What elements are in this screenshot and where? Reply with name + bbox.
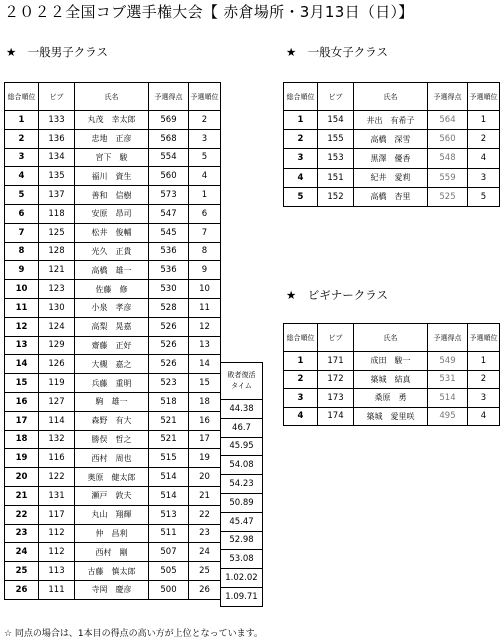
bib-cell: 129	[39, 336, 75, 355]
name-cell: 築城 結真	[354, 370, 428, 389]
bib-cell: 117	[39, 505, 75, 524]
qual-score-cell: 554	[149, 148, 189, 167]
qual-score-cell: 500	[149, 580, 189, 599]
qual-rank-cell: 11	[189, 298, 221, 317]
bib-cell: 130	[39, 298, 75, 317]
name-cell: 福川 資生	[75, 167, 149, 186]
name-cell: 勝俣 哲之	[75, 430, 149, 449]
overall-rank-cell: 3	[284, 149, 318, 168]
table-row	[284, 370, 500, 389]
bib-cell: 123	[39, 280, 75, 299]
overall-rank-cell: 20	[5, 468, 39, 487]
qual-rank-cell: 26	[189, 580, 221, 599]
header-bib: ビブ	[318, 324, 354, 352]
overall-rank-cell: 1	[5, 111, 39, 130]
table-row	[221, 512, 263, 531]
repechage-time-cell: 54.08	[221, 456, 263, 475]
table-row	[284, 168, 500, 187]
qual-score-cell: 505	[149, 562, 189, 581]
table-row	[284, 389, 500, 408]
qual-rank-cell: 6	[189, 204, 221, 223]
name-cell: 大槻 嘉之	[75, 355, 149, 374]
qual-rank-cell: 5	[468, 187, 500, 206]
table-row	[221, 587, 263, 606]
qual-score-cell: 573	[149, 186, 189, 205]
men-section-heading: ★ 一般男子クラス	[6, 45, 108, 59]
qual-rank-cell: 3	[189, 129, 221, 148]
overall-rank-cell: 15	[5, 374, 39, 393]
qual-score-cell: 530	[149, 280, 189, 299]
header-bib: ビブ	[318, 83, 354, 111]
header-bib: ビブ	[39, 83, 75, 111]
table-row	[221, 475, 263, 494]
qual-rank-cell: 2	[468, 130, 500, 149]
name-cell: 齋藤 正好	[75, 336, 149, 355]
table-row	[5, 468, 221, 487]
qual-rank-cell: 8	[189, 242, 221, 261]
table-row	[5, 242, 221, 261]
overall-rank-cell: 4	[284, 407, 318, 426]
header-name: 氏名	[75, 83, 149, 111]
table-row	[5, 129, 221, 148]
header-repechage-time	[221, 362, 263, 400]
overall-rank-cell: 26	[5, 580, 39, 599]
qual-score-cell: 495	[428, 407, 468, 426]
overall-rank-cell: 19	[5, 449, 39, 468]
header-qual-score: 予選得点	[428, 83, 468, 111]
bib-cell: 112	[39, 543, 75, 562]
overall-rank-cell: 23	[5, 524, 39, 543]
qual-score-cell: 526	[149, 355, 189, 374]
qual-score-cell: 547	[149, 204, 189, 223]
table-row	[221, 400, 263, 419]
bib-cell: 113	[39, 562, 75, 581]
qual-score-cell: 515	[149, 449, 189, 468]
qual-rank-cell: 22	[189, 505, 221, 524]
qual-rank-cell: 1	[468, 352, 500, 371]
qual-score-cell: 531	[428, 370, 468, 389]
table-row	[5, 392, 221, 411]
table-row	[284, 130, 500, 149]
bib-cell: 114	[39, 411, 75, 430]
table-row	[221, 456, 263, 475]
page-title: ２０２２全国コブ選手権大会【 赤倉場所・3月13日（日）】	[4, 3, 414, 21]
table-row	[5, 298, 221, 317]
qual-rank-cell: 18	[189, 392, 221, 411]
name-cell: 高橋 雄一	[75, 261, 149, 280]
bib-cell: 127	[39, 392, 75, 411]
qual-score-cell: 518	[149, 392, 189, 411]
bib-cell: 124	[39, 317, 75, 336]
qual-rank-cell: 4	[468, 407, 500, 426]
repechage-time-cell: 1.02.02	[221, 569, 263, 588]
header-overall-rank: 総合順位	[284, 83, 318, 111]
overall-rank-cell: 5	[284, 187, 318, 206]
table-row	[5, 355, 221, 374]
beginner-results-table	[283, 323, 500, 426]
footnote: ☆ 同点の場合は、1本目の得点の高い方が上位となっています。	[4, 629, 263, 639]
overall-rank-cell: 3	[5, 148, 39, 167]
table-row	[5, 505, 221, 524]
bib-cell: 153	[318, 149, 354, 168]
repechage-time-cell: 1.09.71	[221, 587, 263, 606]
qual-rank-cell: 16	[189, 411, 221, 430]
table-row	[5, 317, 221, 336]
qual-score-cell: 511	[149, 524, 189, 543]
header-qual-rank: 予選順位	[468, 324, 500, 352]
name-cell: 高橋 杏里	[354, 187, 428, 206]
table-row	[221, 569, 263, 588]
qual-rank-cell: 21	[189, 486, 221, 505]
qual-score-cell: 507	[149, 543, 189, 562]
table-row	[5, 204, 221, 223]
name-cell: 佐藤 修	[75, 280, 149, 299]
overall-rank-cell: 3	[284, 389, 318, 408]
qual-rank-cell: 19	[189, 449, 221, 468]
name-cell: 黒澤 優香	[354, 149, 428, 168]
men-repechage-table	[220, 362, 263, 607]
overall-rank-cell: 2	[284, 370, 318, 389]
table-row	[5, 186, 221, 205]
table-row	[284, 187, 500, 206]
qual-rank-cell: 4	[189, 167, 221, 186]
table-row	[5, 111, 221, 130]
table-row	[5, 280, 221, 299]
overall-rank-cell: 21	[5, 486, 39, 505]
qual-score-cell: 560	[149, 167, 189, 186]
qual-rank-cell: 20	[189, 468, 221, 487]
header-qual-rank: 予選順位	[189, 83, 221, 111]
header-qual-rank: 予選順位	[468, 83, 500, 111]
table-row	[221, 550, 263, 569]
overall-rank-cell: 6	[5, 204, 39, 223]
men-header-row	[5, 83, 221, 111]
name-cell: 小泉 孝彦	[75, 298, 149, 317]
qual-score-cell: 514	[428, 389, 468, 408]
bib-cell: 171	[318, 352, 354, 371]
name-cell: 西村 周也	[75, 449, 149, 468]
header-name: 氏名	[354, 83, 428, 111]
bib-cell: 121	[39, 261, 75, 280]
name-cell: 駒 雄一	[75, 392, 149, 411]
overall-rank-cell: 1	[284, 111, 318, 130]
bib-cell: 112	[39, 524, 75, 543]
qual-rank-cell: 13	[189, 336, 221, 355]
overall-rank-cell: 10	[5, 280, 39, 299]
repechage-time-cell: 54.23	[221, 475, 263, 494]
table-row	[221, 437, 263, 456]
table-row	[221, 493, 263, 512]
qual-score-cell: 548	[428, 149, 468, 168]
overall-rank-cell: 8	[5, 242, 39, 261]
name-cell: 宮下 駿	[75, 148, 149, 167]
table-row	[284, 407, 500, 426]
overall-rank-cell: 18	[5, 430, 39, 449]
qual-rank-cell: 10	[189, 280, 221, 299]
bib-cell: 152	[318, 187, 354, 206]
name-cell: 丸山 翔輝	[75, 505, 149, 524]
qual-rank-cell: 3	[468, 168, 500, 187]
table-row	[5, 411, 221, 430]
bib-cell: 133	[39, 111, 75, 130]
header-overall-rank: 総合順位	[5, 83, 39, 111]
name-cell: 成田 駿一	[354, 352, 428, 371]
overall-rank-cell: 5	[5, 186, 39, 205]
overall-rank-cell: 4	[284, 168, 318, 187]
overall-rank-cell: 11	[5, 298, 39, 317]
table-row	[221, 531, 263, 550]
header-qual-score: 予選得点	[428, 324, 468, 352]
qual-rank-cell: 17	[189, 430, 221, 449]
qual-rank-cell: 14	[189, 355, 221, 374]
qual-score-cell: 559	[428, 168, 468, 187]
repechage-header-line-2: タイム	[231, 381, 252, 390]
bib-cell: 134	[39, 148, 75, 167]
bib-cell: 118	[39, 204, 75, 223]
overall-rank-cell: 2	[5, 129, 39, 148]
name-cell: 光久 正貴	[75, 242, 149, 261]
qual-rank-cell: 15	[189, 374, 221, 393]
qual-score-cell: 526	[149, 336, 189, 355]
qual-rank-cell: 7	[189, 223, 221, 242]
table-row	[5, 562, 221, 581]
qual-rank-cell: 4	[468, 149, 500, 168]
table-row	[5, 374, 221, 393]
name-cell: 奥原 健太郎	[75, 468, 149, 487]
qual-score-cell: 569	[149, 111, 189, 130]
bib-cell: 135	[39, 167, 75, 186]
header-name: 氏名	[354, 324, 428, 352]
table-row	[5, 543, 221, 562]
qual-score-cell: 525	[428, 187, 468, 206]
table-row	[5, 167, 221, 186]
overall-rank-cell: 13	[5, 336, 39, 355]
qual-rank-cell: 1	[189, 186, 221, 205]
qual-rank-cell: 2	[468, 370, 500, 389]
bib-cell: 155	[318, 130, 354, 149]
bib-cell: 119	[39, 374, 75, 393]
name-cell: 松井 俊輔	[75, 223, 149, 242]
name-cell: 忠地 正彦	[75, 129, 149, 148]
bib-cell: 125	[39, 223, 75, 242]
bib-cell: 131	[39, 486, 75, 505]
bib-cell: 174	[318, 407, 354, 426]
table-row	[5, 580, 221, 599]
table-row	[5, 336, 221, 355]
name-cell: 高梨 晃嘉	[75, 317, 149, 336]
bib-cell: 128	[39, 242, 75, 261]
repechage-time-cell: 45.95	[221, 437, 263, 456]
qual-rank-cell: 3	[468, 389, 500, 408]
name-cell: 高橋 深雪	[354, 130, 428, 149]
overall-rank-cell: 1	[284, 352, 318, 371]
qual-rank-cell: 24	[189, 543, 221, 562]
bib-cell: 151	[318, 168, 354, 187]
bib-cell: 172	[318, 370, 354, 389]
bib-cell: 111	[39, 580, 75, 599]
beginner-header-row	[284, 324, 500, 352]
overall-rank-cell: 4	[5, 167, 39, 186]
bib-cell: 154	[318, 111, 354, 130]
name-cell: 仲 昌利	[75, 524, 149, 543]
table-row	[5, 148, 221, 167]
overall-rank-cell: 24	[5, 543, 39, 562]
qual-score-cell: 560	[428, 130, 468, 149]
bib-cell: 122	[39, 468, 75, 487]
table-row	[5, 430, 221, 449]
qual-rank-cell: 23	[189, 524, 221, 543]
qual-score-cell: 564	[428, 111, 468, 130]
overall-rank-cell: 16	[5, 392, 39, 411]
name-cell: 兵藤 重明	[75, 374, 149, 393]
repechage-time-cell: 46.7	[221, 418, 263, 437]
repechage-time-cell: 52.98	[221, 531, 263, 550]
name-cell: 安原 昂司	[75, 204, 149, 223]
name-cell: 井出 有希子	[354, 111, 428, 130]
qual-rank-cell: 5	[189, 148, 221, 167]
qual-score-cell: 526	[149, 317, 189, 336]
header-overall-rank: 総合順位	[284, 324, 318, 352]
bib-cell: 173	[318, 389, 354, 408]
header-qual-score: 予選得点	[149, 83, 189, 111]
overall-rank-cell: 9	[5, 261, 39, 280]
name-cell: 寺岡 慶彦	[75, 580, 149, 599]
women-header-row	[284, 83, 500, 111]
name-cell: 善和 信樹	[75, 186, 149, 205]
bib-cell: 126	[39, 355, 75, 374]
table-row	[5, 486, 221, 505]
table-row	[5, 223, 221, 242]
beginner-section-heading: ★ ビギナークラス	[286, 288, 388, 302]
repechage-time-cell: 45.47	[221, 512, 263, 531]
bib-cell: 136	[39, 129, 75, 148]
qual-score-cell: 536	[149, 242, 189, 261]
women-section-heading: ★ 一般女子クラス	[286, 45, 388, 59]
repechage-time-cell: 44.38	[221, 400, 263, 419]
qual-score-cell: 568	[149, 129, 189, 148]
name-cell: 丸茂 幸太郎	[75, 111, 149, 130]
qual-score-cell: 513	[149, 505, 189, 524]
qual-rank-cell: 25	[189, 562, 221, 581]
qual-score-cell: 521	[149, 430, 189, 449]
bib-cell: 132	[39, 430, 75, 449]
overall-rank-cell: 7	[5, 223, 39, 242]
table-row	[221, 418, 263, 437]
men-results-table	[4, 82, 221, 600]
overall-rank-cell: 12	[5, 317, 39, 336]
name-cell: 築城 愛里咲	[354, 407, 428, 426]
bib-cell: 137	[39, 186, 75, 205]
repechage-header-row	[221, 362, 263, 400]
qual-score-cell: 549	[428, 352, 468, 371]
name-cell: 古藤 慎太郎	[75, 562, 149, 581]
repechage-time-cell: 50.89	[221, 493, 263, 512]
qual-rank-cell: 9	[189, 261, 221, 280]
qual-score-cell: 521	[149, 411, 189, 430]
name-cell: 西村 剛	[75, 543, 149, 562]
qual-score-cell: 536	[149, 261, 189, 280]
table-row	[5, 449, 221, 468]
name-cell: 瀬戸 敦夫	[75, 486, 149, 505]
qual-score-cell: 514	[149, 486, 189, 505]
qual-rank-cell: 2	[189, 111, 221, 130]
qual-score-cell: 514	[149, 468, 189, 487]
table-row	[5, 261, 221, 280]
qual-score-cell: 528	[149, 298, 189, 317]
table-row	[5, 524, 221, 543]
bib-cell: 116	[39, 449, 75, 468]
repechage-header-line-1: 敗者復活	[227, 370, 256, 379]
qual-rank-cell: 12	[189, 317, 221, 336]
qual-rank-cell: 1	[468, 111, 500, 130]
overall-rank-cell: 17	[5, 411, 39, 430]
table-row	[284, 149, 500, 168]
name-cell: 森野 有大	[75, 411, 149, 430]
repechage-time-cell: 53.08	[221, 550, 263, 569]
overall-rank-cell: 2	[284, 130, 318, 149]
qual-score-cell: 523	[149, 374, 189, 393]
overall-rank-cell: 14	[5, 355, 39, 374]
name-cell: 桑原 勇	[354, 389, 428, 408]
women-results-table	[283, 82, 500, 207]
table-row	[284, 352, 500, 371]
name-cell: 紀井 愛莉	[354, 168, 428, 187]
table-row	[284, 111, 500, 130]
qual-score-cell: 545	[149, 223, 189, 242]
overall-rank-cell: 25	[5, 562, 39, 581]
overall-rank-cell: 22	[5, 505, 39, 524]
